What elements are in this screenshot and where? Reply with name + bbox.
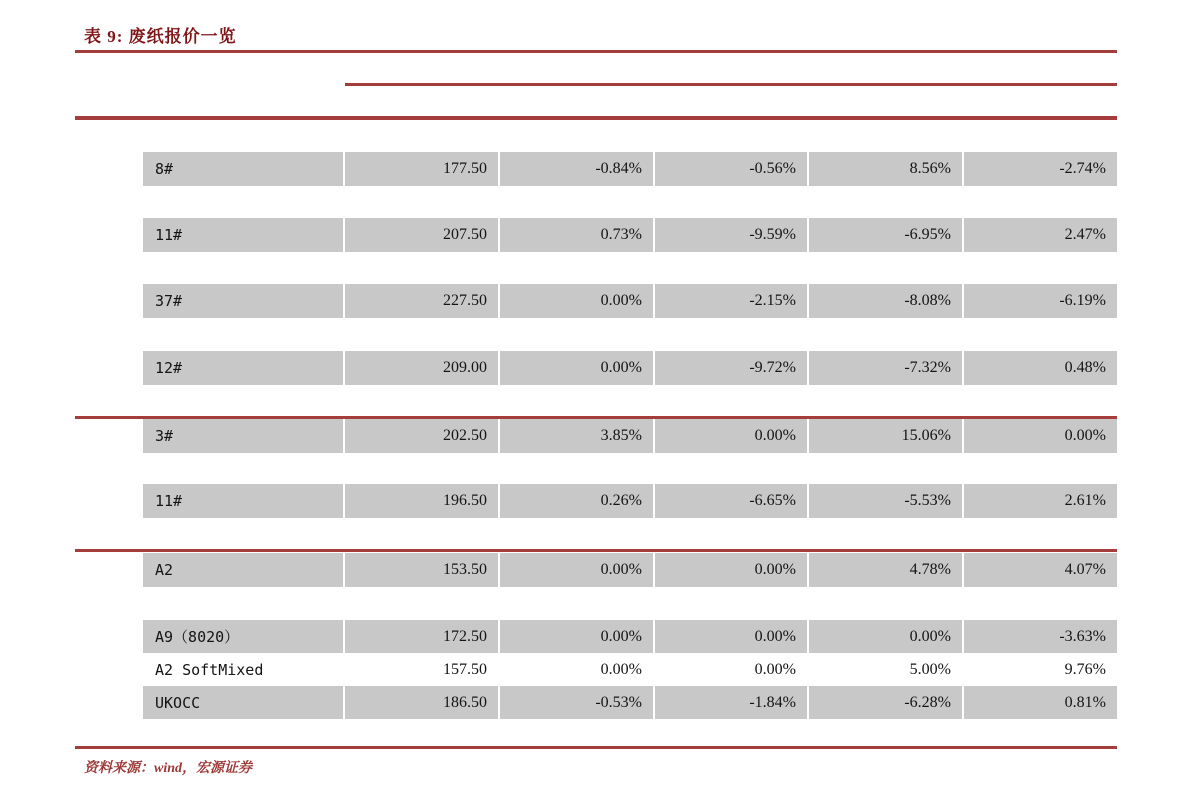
value-cell: 3.85%	[500, 419, 655, 453]
value-cell: 15.06%	[809, 419, 964, 453]
table-row	[143, 686, 1117, 719]
value-cell: 0.00%	[655, 620, 809, 653]
price-cell: 209.00	[345, 351, 500, 385]
price-cell: 157.50	[345, 653, 500, 686]
value-cell: 0.00%	[500, 653, 655, 686]
value-cell: -6.28%	[809, 686, 964, 719]
value-cell: -3.63%	[1059, 627, 1106, 645]
value-cell: -9.59%	[655, 218, 809, 252]
price-cell: 177.50	[345, 152, 500, 186]
value-cell: 0.00%	[655, 419, 809, 453]
value-cell: -6.95%	[809, 218, 964, 252]
table-row	[143, 653, 1117, 686]
section-divider-rule-2	[75, 549, 1117, 552]
table-row	[143, 553, 1117, 587]
value-cell: 0.00%	[655, 553, 809, 587]
value-cell: 0.00%	[500, 351, 655, 385]
value-cell: 0.48%	[1064, 359, 1106, 376]
value-cell: 0.26%	[500, 484, 655, 518]
row-label-cell: 11#	[143, 484, 345, 518]
table-row	[143, 218, 1117, 252]
value-cell: 2.61%	[1064, 492, 1106, 509]
value-cell: -2.15%	[655, 284, 809, 318]
row-label-cell: A2	[143, 553, 345, 587]
table-row	[143, 284, 1117, 318]
value-cell: 0.00%	[500, 553, 655, 587]
value-cell: 8.56%	[809, 152, 964, 186]
value-cell: -8.08%	[809, 284, 964, 318]
value-cell: 0.00%	[1064, 427, 1106, 444]
row-label-cell: A2 SoftMixed	[143, 653, 345, 686]
value-cell: -7.32%	[809, 351, 964, 385]
value-cell: -6.19%	[1059, 292, 1106, 309]
value-cell: -9.72%	[655, 351, 809, 385]
table-title: 表 9: 废纸报价一览	[84, 27, 237, 46]
value-cell: 0.00%	[500, 284, 655, 318]
value-cell: 5.00%	[809, 653, 964, 686]
price-cell: 153.50	[345, 553, 500, 587]
value-cell: 9.76%	[1064, 660, 1106, 678]
table-bottom-rule	[75, 746, 1117, 749]
table-row	[143, 419, 1117, 453]
price-cell: 196.50	[345, 484, 500, 518]
price-cell: 172.50	[345, 620, 500, 653]
value-cell: -5.53%	[809, 484, 964, 518]
value-cell: 0.00%	[809, 620, 964, 653]
title-rule	[75, 50, 1117, 53]
source-note: 资料来源：wind，宏源证券	[84, 761, 253, 776]
value-cell: 4.07%	[1064, 561, 1106, 578]
table-row	[143, 351, 1117, 385]
header-bottom-rule	[75, 116, 1117, 120]
value-cell: -6.65%	[655, 484, 809, 518]
row-label-cell: A9（8020）	[143, 620, 345, 653]
value-cell: 0.81%	[1064, 693, 1106, 711]
price-cell: 186.50	[345, 686, 500, 719]
value-cell: -0.53%	[500, 686, 655, 719]
value-cell: 0.00%	[500, 620, 655, 653]
value-cell: 2.47%	[1064, 226, 1106, 243]
row-label-cell: 11#	[143, 218, 345, 252]
value-cell: 4.78%	[809, 553, 964, 587]
row-label-cell: 37#	[143, 284, 345, 318]
table-row	[143, 620, 1117, 653]
value-cell: 0.73%	[500, 218, 655, 252]
value-cell: -2.74%	[1059, 160, 1106, 177]
value-cell: -0.56%	[655, 152, 809, 186]
row-label-cell: 3#	[143, 419, 345, 453]
value-cell: 0.00%	[655, 653, 809, 686]
value-cell: -0.84%	[500, 152, 655, 186]
price-cell: 227.50	[345, 284, 500, 318]
row-label-cell: 8#	[143, 152, 345, 186]
table-row	[143, 152, 1117, 186]
price-cell: 202.50	[345, 419, 500, 453]
header-merged-rule	[345, 83, 1117, 86]
price-cell: 207.50	[345, 218, 500, 252]
table-row	[143, 484, 1117, 518]
row-label-cell: UKOCC	[143, 686, 345, 719]
row-label-cell: 12#	[143, 351, 345, 385]
value-cell: -1.84%	[655, 686, 809, 719]
